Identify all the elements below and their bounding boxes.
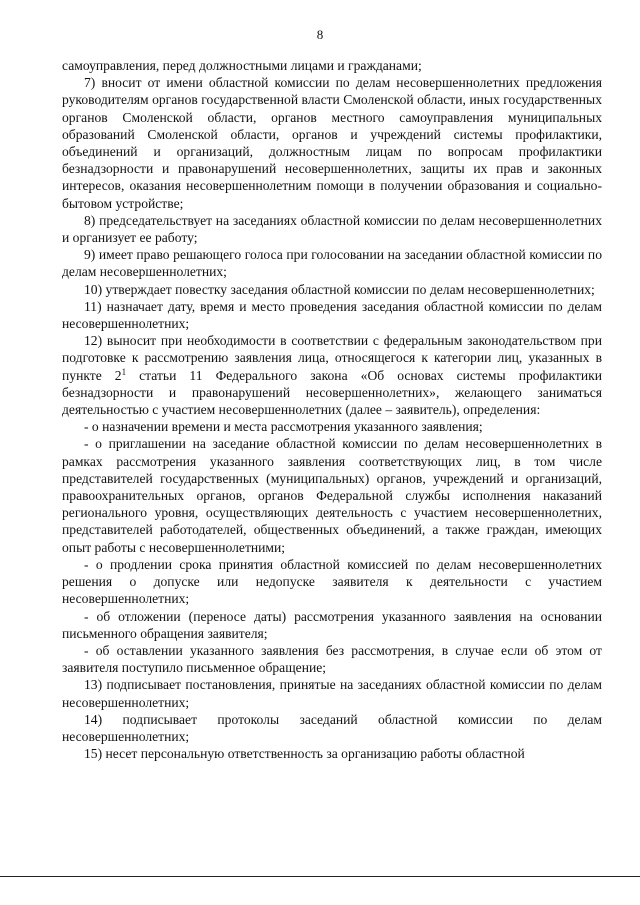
page-number: 8: [316, 27, 324, 42]
paragraph-item-8: 8) председательствует на заседаниях областной комиссии по делам несовершеннолетних и организует ее работу;: [62, 212, 602, 246]
paragraph-item-15: 15) несет персональную ответственность за организацию работы областной: [84, 746, 525, 762]
paragraph-item-7: 7) вносит от имени областной комиссии по делам несовершеннолетних предложения руководителям органов государственной власти Смоленской области, иных государственных органов Смоленской области, органов местного самоуправления муниципальных образований Смоленской области, органов и учреждений системы профилактики, объединений и организаций, должностным лицам по вопросам профилактики безнадзорности и правонарушений несовершеннолетних, защиты их прав и законных интересов, оказания несовершеннолетним помощи в получении образования и социально-бытовом устройстве;: [62, 75, 602, 211]
paragraph-continuation: самоуправления, перед должностными лицами и гражданами;: [62, 58, 422, 73]
paragraph-item-12-text-start: 12) выносит при необходимости в соответствии с федеральным законодательством при подготовке к рассмотрению заявления лица, относящегося к категории лиц, указанных в пункте 2: [62, 333, 602, 383]
paragraph-item-14: 14) подписывает протоколы заседаний областной комиссии по делам несовершеннолетних;: [62, 711, 602, 744]
subitem-invitation: - о приглашении на заседание областной комиссии по делам несовершеннолетних в рамках рассмотрения указанного заявления соответствующих лиц, в том числе представителей государственных (муниципальных) органов, учреждений и организаций, правоохранительных органов, органов Федеральной службы исполнения наказаний регионального уровня, осуществляющих деятельность с участием несовершеннолетних, представителей работодателей, общественных объединений, а также граждан, имеющих опыт работы с несовершеннолетними;: [62, 436, 602, 555]
paragraph-item-9: 9) имеет право решающего голоса при голосовании на заседании областной комиссии по делам несовершеннолетних;: [62, 247, 602, 280]
subitem-postponement: - об отложении (переносе даты) рассмотрения указанного заявления на основании письменного обращения заявителя;: [62, 608, 602, 641]
bottom-divider: [0, 876, 640, 877]
document-body: [62, 57, 602, 762]
paragraph-item-12-text-end: статьи 11 Федерального закона «Об основах системы профилактики безнадзорности и правонарушений несовершеннолетних», желающего заниматься деятельностью с участием несовершеннолетних (далее – заявитель), определения:: [62, 367, 602, 418]
paragraph-item-10: 10) утверждает повестку заседания областной комиссии по делам несовершеннолетних;: [84, 281, 595, 297]
superscript-marker: 1: [121, 366, 127, 377]
subitem-extension: - о продлении срока принятия областной комиссией по делам несовершеннолетних решения о допуске или недопуске заявителя к деятельности с участием несовершеннолетних;: [62, 556, 602, 607]
paragraph-item-11: 11) назначает дату, время и место проведения заседания областной комиссии по делам несовершеннолетних;: [62, 298, 602, 332]
subitem-time-place: - о назначении времени и места рассмотрения указанного заявления;: [84, 419, 483, 435]
subitem-no-review: - об оставлении указанного заявления без рассмотрения, в случае если об этом от заявителя поступило письменное обращение;: [62, 642, 602, 676]
paragraph-item-12: [62, 332, 602, 418]
paragraph-item-13: 13) подписывает постановления, принятые на заседаниях областной комиссии по делам несовершеннолетних;: [62, 677, 602, 710]
